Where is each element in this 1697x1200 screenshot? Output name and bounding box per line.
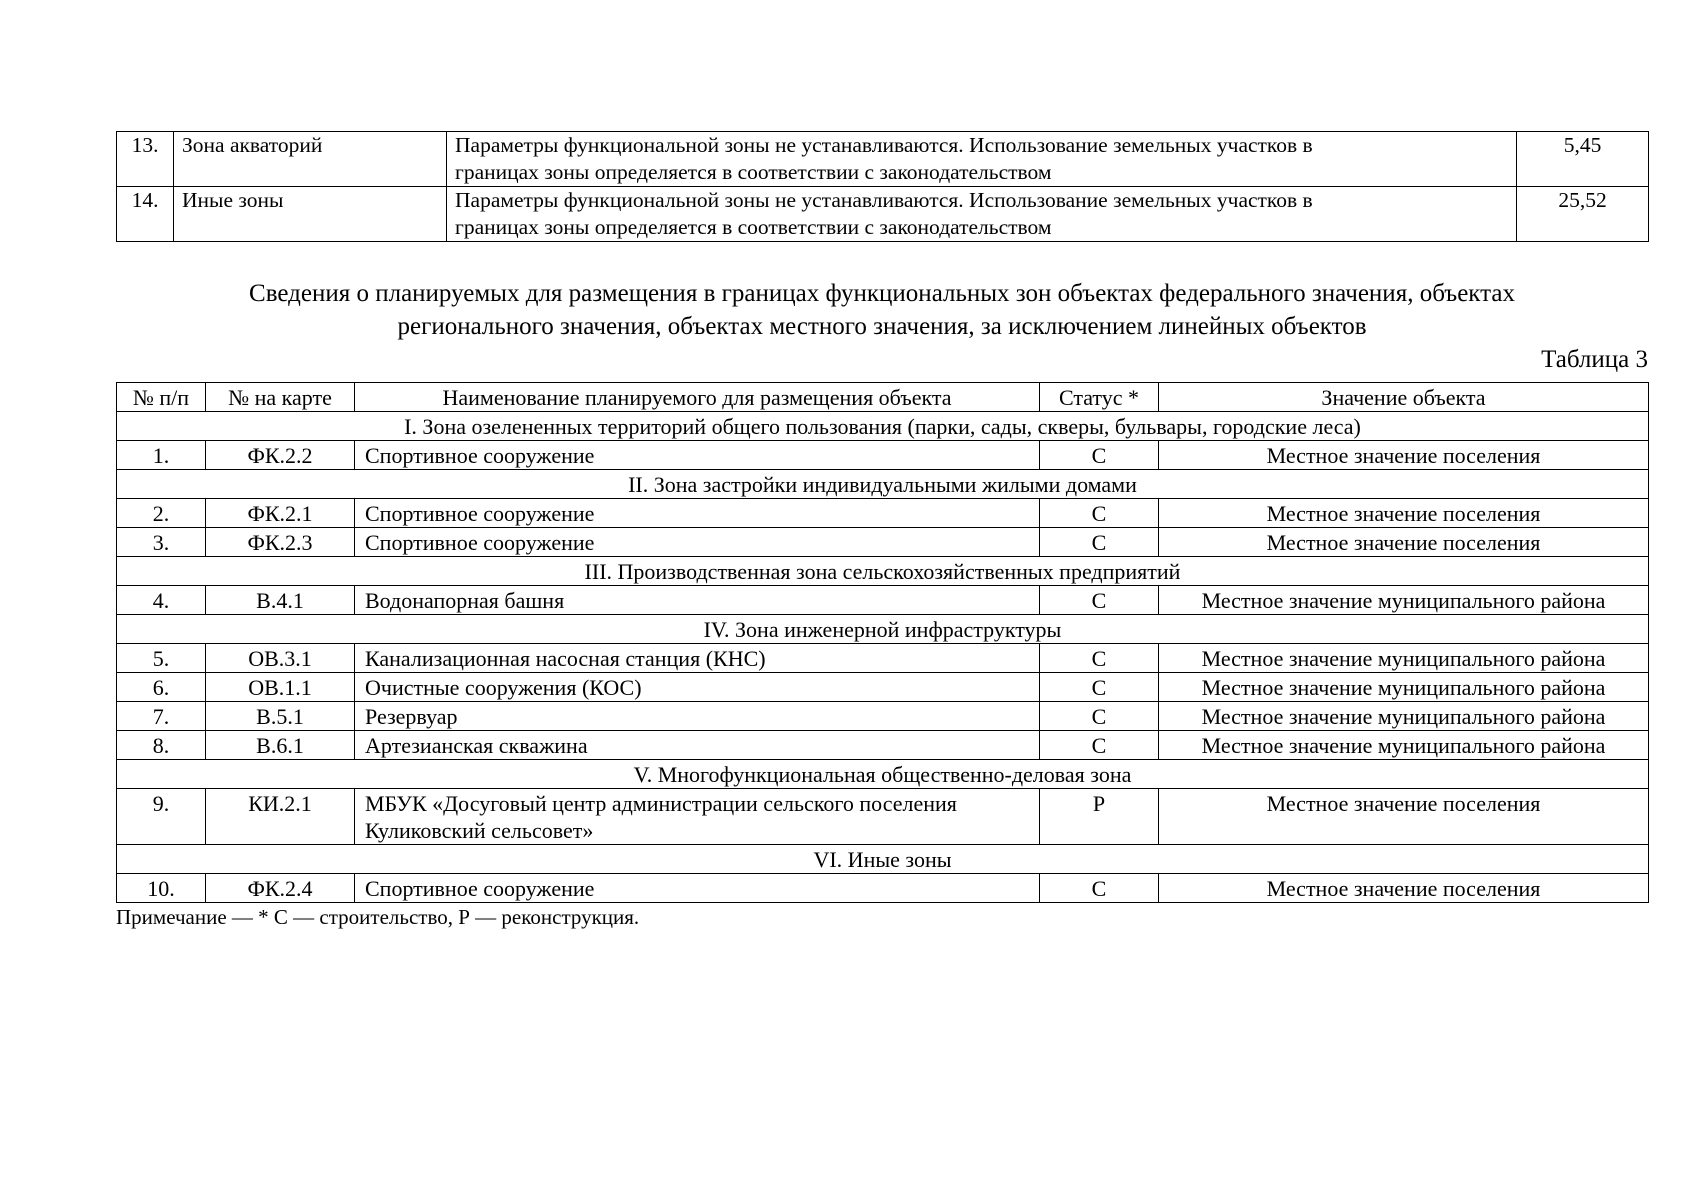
zone-header-row	[117, 412, 1649, 441]
object-name: Водонапорная башня	[355, 586, 1040, 615]
zone-header-row	[117, 615, 1649, 644]
map-number: ФК.2.4	[206, 874, 355, 903]
section-heading-line: регионального значения, объектах местного значения, за исключением линейных объектов	[397, 313, 1367, 340]
row-number: 13.	[117, 132, 174, 187]
object-status: С	[1040, 644, 1159, 673]
row-number: 4.	[117, 586, 206, 615]
zone-area-value: 5,45	[1517, 132, 1649, 187]
map-number: ОВ.3.1	[206, 644, 355, 673]
row-number: 7.	[117, 702, 206, 731]
table-row	[117, 441, 1649, 470]
zone-title: IV. Зона инженерной инфраструктуры	[117, 615, 1649, 644]
map-number: ОВ.1.1	[206, 673, 355, 702]
zone-parameters	[447, 132, 1517, 187]
table-row	[117, 187, 1649, 242]
object-name-line: МБУК «Досуговый центр администрации сельского поселения	[365, 791, 957, 816]
zone-title: VI. Иные зоны	[117, 845, 1649, 874]
map-number: В.4.1	[206, 586, 355, 615]
column-header-number: № п/п	[117, 383, 206, 412]
object-significance: Местное значение поселения	[1159, 789, 1649, 845]
object-name	[355, 789, 1040, 845]
object-name: Спортивное сооружение	[355, 528, 1040, 557]
zone-name: Иные зоны	[174, 187, 447, 242]
object-significance: Местное значение муниципального района	[1159, 644, 1649, 673]
zone-title: I. Зона озелененных территорий общего пользования (парки, сады, скверы, бульвары, городские леса)	[117, 412, 1649, 441]
zone-parameters	[447, 187, 1517, 242]
object-name: Артезианская скважина	[355, 731, 1040, 760]
object-significance: Местное значение поселения	[1159, 441, 1649, 470]
column-header-map-number: № на карте	[206, 383, 355, 412]
row-number: 8.	[117, 731, 206, 760]
zone-header-row	[117, 470, 1649, 499]
object-name: Спортивное сооружение	[355, 499, 1040, 528]
object-significance: Местное значение муниципального района	[1159, 673, 1649, 702]
table-row	[117, 789, 1649, 845]
table-row	[117, 132, 1649, 187]
table-row	[117, 499, 1649, 528]
object-status: С	[1040, 499, 1159, 528]
object-significance: Местное значение поселения	[1159, 528, 1649, 557]
table-row	[117, 586, 1649, 615]
table-row	[117, 644, 1649, 673]
row-number: 9.	[117, 789, 206, 845]
object-status: Р	[1040, 789, 1159, 845]
object-name: Спортивное сооружение	[355, 441, 1040, 470]
zone-parameters-line: Параметры функциональной зоны не устанавливаются. Использование земельных участков в	[455, 188, 1313, 212]
zone-title: V. Многофункциональная общественно-деловая зона	[117, 760, 1649, 789]
table-row	[117, 731, 1649, 760]
object-status: С	[1040, 702, 1159, 731]
object-status: С	[1040, 528, 1159, 557]
table-number-label: Таблица 3	[1541, 346, 1648, 373]
map-number: В.6.1	[206, 731, 355, 760]
column-header-object-name: Наименование планируемого для размещения объекта	[355, 383, 1040, 412]
object-status: С	[1040, 874, 1159, 903]
object-significance: Местное значение муниципального района	[1159, 586, 1649, 615]
map-number: В.5.1	[206, 702, 355, 731]
map-number: ФК.2.2	[206, 441, 355, 470]
zone-title: II. Зона застройки индивидуальными жилыми домами	[117, 470, 1649, 499]
row-number: 3.	[117, 528, 206, 557]
zone-parameters-line: Параметры функциональной зоны не устанавливаются. Использование земельных участков в	[455, 133, 1313, 157]
object-name: Канализационная насосная станция (КНС)	[355, 644, 1040, 673]
row-number: 14.	[117, 187, 174, 242]
section-heading-line: Сведения о планируемых для размещения в границах функциональных зон объектах федерального значения, объектах	[249, 280, 1515, 307]
table-row	[117, 874, 1649, 903]
functional-zones-table-continuation	[116, 131, 1649, 242]
object-significance: Местное значение муниципального района	[1159, 702, 1649, 731]
zone-header-row	[117, 760, 1649, 789]
zone-parameters-line: границах зоны определяется в соответствии с законодательством	[455, 160, 1052, 184]
map-number: ФК.2.1	[206, 499, 355, 528]
zone-name: Зона акваторий	[174, 132, 447, 187]
object-name-line: Куликовский сельсовет»	[365, 818, 594, 843]
object-status: С	[1040, 731, 1159, 760]
object-name: Резервуар	[355, 702, 1040, 731]
map-number: ФК.2.3	[206, 528, 355, 557]
row-number: 10.	[117, 874, 206, 903]
column-header-significance: Значение объекта	[1159, 383, 1649, 412]
zone-header-row	[117, 557, 1649, 586]
table-header-row	[117, 383, 1649, 412]
column-header-status: Статус *	[1040, 383, 1159, 412]
table-footnote: Примечание — * С — строительство, Р — реконструкция.	[116, 905, 640, 929]
object-status: С	[1040, 673, 1159, 702]
row-number: 2.	[117, 499, 206, 528]
table-row	[117, 673, 1649, 702]
section-heading	[116, 277, 1648, 343]
zone-parameters-line: границах зоны определяется в соответствии с законодательством	[455, 215, 1052, 239]
object-significance: Местное значение муниципального района	[1159, 731, 1649, 760]
object-status: С	[1040, 441, 1159, 470]
object-name: Спортивное сооружение	[355, 874, 1040, 903]
planned-objects-table	[116, 382, 1649, 903]
table-row	[117, 702, 1649, 731]
zone-area-value: 25,52	[1517, 187, 1649, 242]
object-status: С	[1040, 586, 1159, 615]
zone-title: III. Производственная зона сельскохозяйственных предприятий	[117, 557, 1649, 586]
row-number: 6.	[117, 673, 206, 702]
table-row	[117, 528, 1649, 557]
object-significance: Местное значение поселения	[1159, 874, 1649, 903]
object-name: Очистные сооружения (КОС)	[355, 673, 1040, 702]
row-number: 5.	[117, 644, 206, 673]
map-number: КИ.2.1	[206, 789, 355, 845]
zone-header-row	[117, 845, 1649, 874]
row-number: 1.	[117, 441, 206, 470]
object-significance: Местное значение поселения	[1159, 499, 1649, 528]
